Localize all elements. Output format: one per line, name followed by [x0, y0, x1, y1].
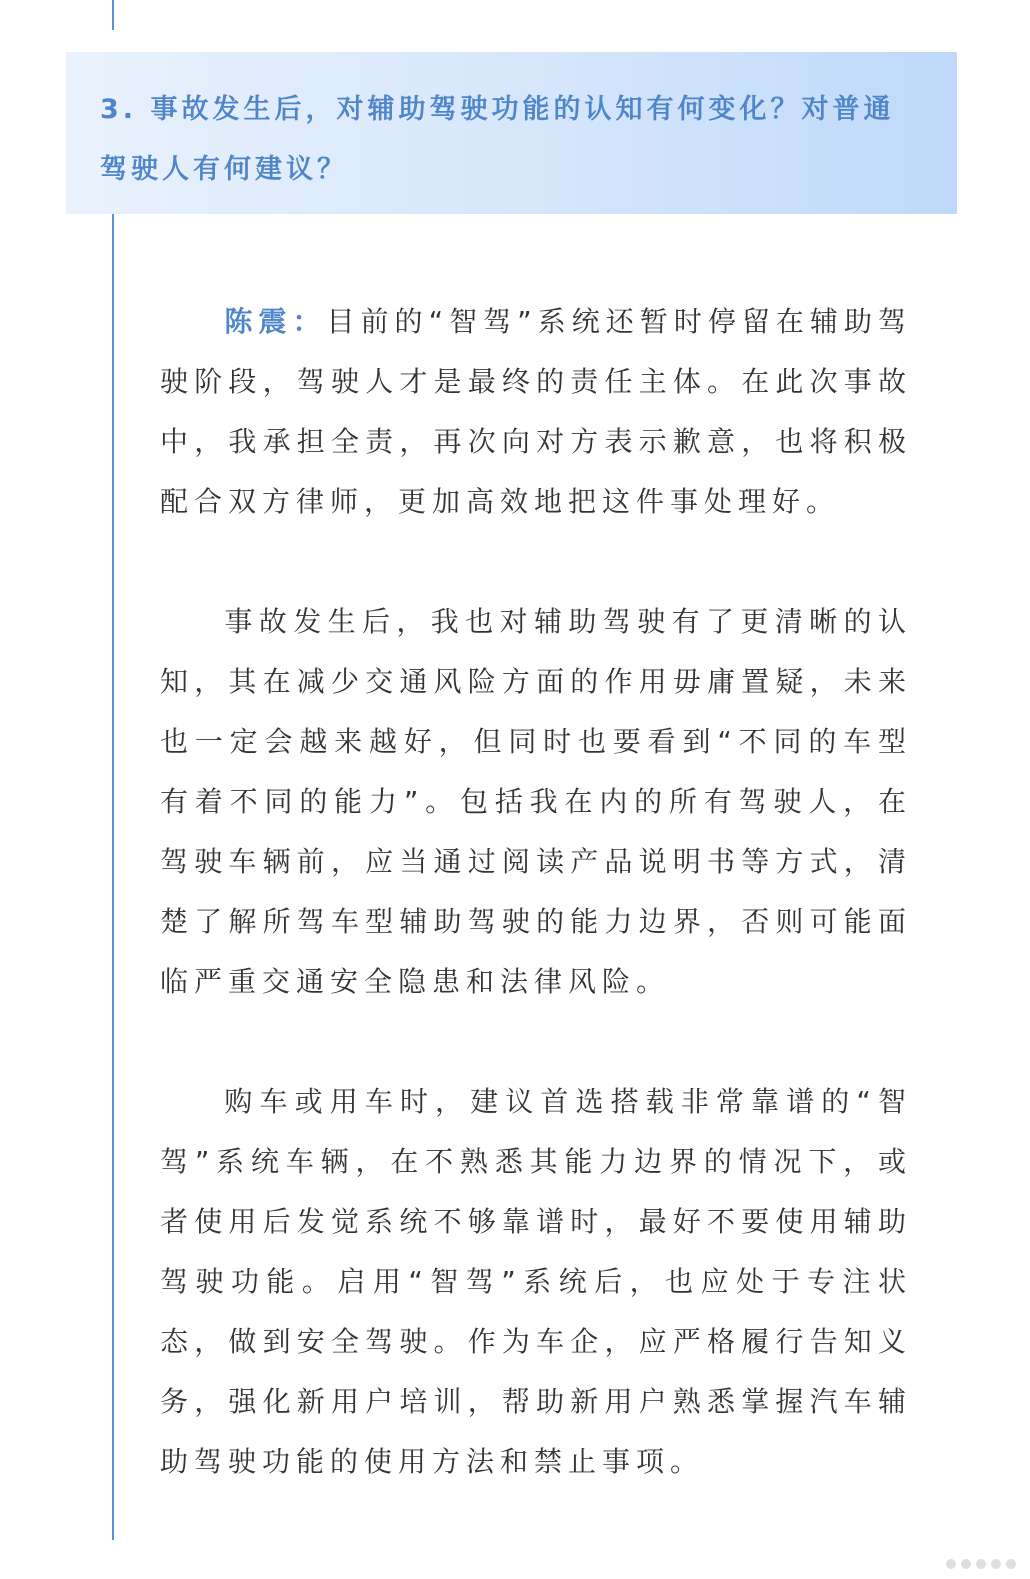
- left-accent-line: [112, 214, 114, 1540]
- article-body: [160, 292, 912, 1552]
- dot: [1006, 1559, 1016, 1569]
- left-accent-line-top: [112, 0, 114, 30]
- dot: [991, 1559, 1001, 1569]
- dot: [946, 1559, 956, 1569]
- answer-paragraph-1: [160, 292, 912, 532]
- question-title: 3. 事故发生后，对辅助驾驶功能的认知有何变化？对普通驾驶人有何建议？: [100, 94, 895, 185]
- answer-paragraph-2: 事故发生后，我也对辅助驾驶有了更清晰的认知，其在减少交通风险方面的作用毋庸置疑，未来也一定会越来越好，但同时也要看到“不同的车型有着不同的能力”。包括我在内的所有驾驶人，在驾驶车辆前，应当通过阅读产品说明书等方式，清楚了解所驾车型辅助驾驶的能力边界，否则可能面临严重交通安全隐患和法律风险。: [160, 605, 912, 998]
- paragraph-text: 目前的“智驾”系统还暂时停留在辅助驾驶阶段，驾驶人才是最终的责任主体。在此次事故中，我承担全责，再次向对方表示歉意，也将积极配合双方律师，更加高效地把这件事处理好。: [160, 305, 912, 518]
- dot: [976, 1559, 986, 1569]
- question-header: [66, 52, 957, 214]
- watermark-dots: [946, 1559, 1016, 1569]
- dot: [961, 1559, 971, 1569]
- speaker-name: 陈震：: [224, 305, 327, 338]
- answer-paragraph-3: 购车或用车时，建议首选搭载非常靠谱的“智驾”系统车辆，在不熟悉其能力边界的情况下，或者使用后发觉系统不够靠谱时，最好不要使用辅助驾驶功能。启用“智驾”系统后，也应处于专注状态，做到安全驾驶。作为车企，应严格履行告知义务，强化新用户培训，帮助新用户熟悉掌握汽车辅助驾驶功能的使用方法和禁止事项。: [160, 1085, 912, 1478]
